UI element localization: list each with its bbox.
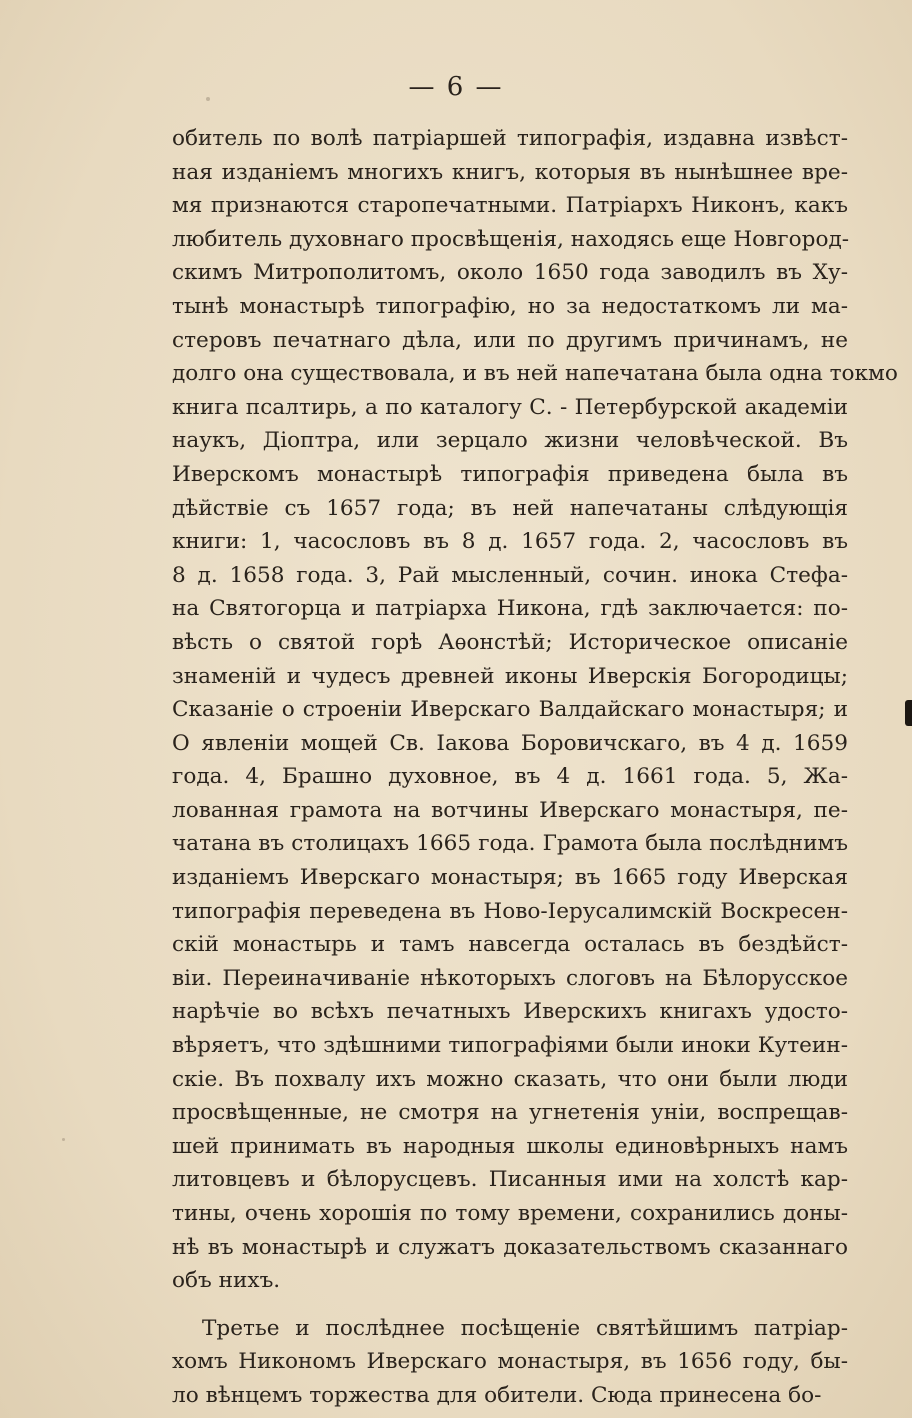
page-edge-mark	[905, 700, 912, 726]
text-line: Третье и послѣднее посѣщеніе святѣйшимъ патріар-	[202, 1315, 848, 1341]
text-line: нѣ въ монастырѣ и служатъ доказательствомъ сказаннаго	[172, 1234, 848, 1260]
paragraph-1	[172, 122, 898, 1298]
paper-speck	[62, 1138, 65, 1141]
text-line: книги: 1, часословъ въ 8 д. 1657 года. 2, часословъ въ	[172, 529, 848, 555]
text-line: скій монастырь и тамъ навсегда осталась въ бездѣйст-	[172, 932, 848, 958]
text-line: тынѣ монастырѣ типографію, но за недостаткомъ ли ма-	[172, 293, 848, 319]
text-line: изданіемъ Иверскаго монастыря; въ 1665 году Иверская	[172, 865, 848, 891]
text-line: типографія переведена въ Ново-Іерусалимскій Воскресен-	[172, 898, 848, 924]
text-line: хомъ Никономъ Иверскаго монастыря, въ 1656 году, бы-	[172, 1349, 848, 1375]
text-line: нарѣчіе во всѣхъ печатныхъ Иверскихъ книгахъ удосто-	[172, 999, 848, 1025]
text-line: любитель духовнаго просвѣщенія, находясь еще Новгород-	[172, 226, 850, 252]
text-line: просвѣщенные, не смотря на угнетенія уніи, воспрещав-	[172, 1100, 848, 1126]
text-line: Сказаніе о строеніи Иверскаго Валдайскаго монастыря; и	[172, 697, 848, 723]
text-line: дѣйствіе съ 1657 года; въ ней напечатаны слѣдующія	[172, 495, 848, 521]
text-line: скіе. Въ похвалу ихъ можно сказать, что они были люди	[172, 1066, 848, 1092]
text-line: Иверскомъ монастырѣ типографія приведена была въ	[172, 461, 848, 487]
text-line: шей принимать въ народныя школы единовѣрныхъ намъ	[172, 1133, 848, 1159]
text-line: обитель по волѣ патріаршей типографія, издавна извѣст-	[172, 126, 848, 151]
text-line: скимъ Митрополитомъ, около 1650 года заводилъ въ Ху-	[172, 260, 848, 286]
text-line: віи. Переиначиваніе нѣкоторыхъ слоговъ на Бѣлорусское	[172, 965, 848, 991]
body-text	[172, 122, 898, 1413]
text-line: года. 4, Брашно духовное, въ 4 д. 1661 года. 5, Жа-	[172, 764, 848, 790]
page-number: — 6 —	[408, 72, 504, 102]
text-line: ло вѣнцемъ торжества для обители. Сюда принесена бо-	[172, 1382, 822, 1408]
text-line: стеровъ печатнаго дѣла, или по другимъ причинамъ, не	[172, 327, 848, 353]
text-line: мя признаются старопечатными. Патріархъ Никонъ, какъ	[172, 193, 848, 219]
text-line: наукъ, Діоптра, или зерцало жизни человѣческой. Въ	[172, 428, 848, 454]
text-line: на Святогорца и патріарха Никона, гдѣ заключается: по-	[172, 596, 848, 622]
text-line: тины, очень хорошія по тому времени, сохранились доны-	[172, 1201, 848, 1226]
text-line: О явленіи мощей Св. Іакова Боровичскаго, въ 4 д. 1659	[172, 730, 848, 756]
text-line: объ нихъ.	[172, 1268, 281, 1294]
text-line: долго она существовала, и въ ней напечатана была одна токмо	[172, 361, 898, 387]
text-line: ная изданіемъ многихъ книгъ, которыя въ нынѣшнее вре-	[172, 159, 848, 185]
text-line: книга псалтирь, а по каталогу С. - Петербурской академіи	[172, 394, 848, 420]
text-line: чатана въ столицахъ 1665 года. Грамота была послѣднимъ	[172, 831, 848, 857]
text-line: литовцевъ и бѣлорусцевъ. Писанныя ими на холстѣ кар-	[172, 1167, 848, 1193]
text-line: вѣряетъ, что здѣшними типографіями были иноки Кутеин-	[172, 1033, 848, 1059]
text-line: 8 д. 1658 года. 3, Рай мысленный, сочин. инока Стефа-	[172, 562, 848, 588]
text-line: вѣсть о святой горѣ Аѳонстѣй; Историческое описаніе	[172, 629, 848, 655]
text-line: лованная грамота на вотчины Иверскаго монастыря, пе-	[172, 797, 848, 823]
paragraph-2	[172, 1312, 848, 1413]
text-line: знаменій и чудесъ древней иконы Иверскія Богородицы;	[172, 663, 848, 689]
